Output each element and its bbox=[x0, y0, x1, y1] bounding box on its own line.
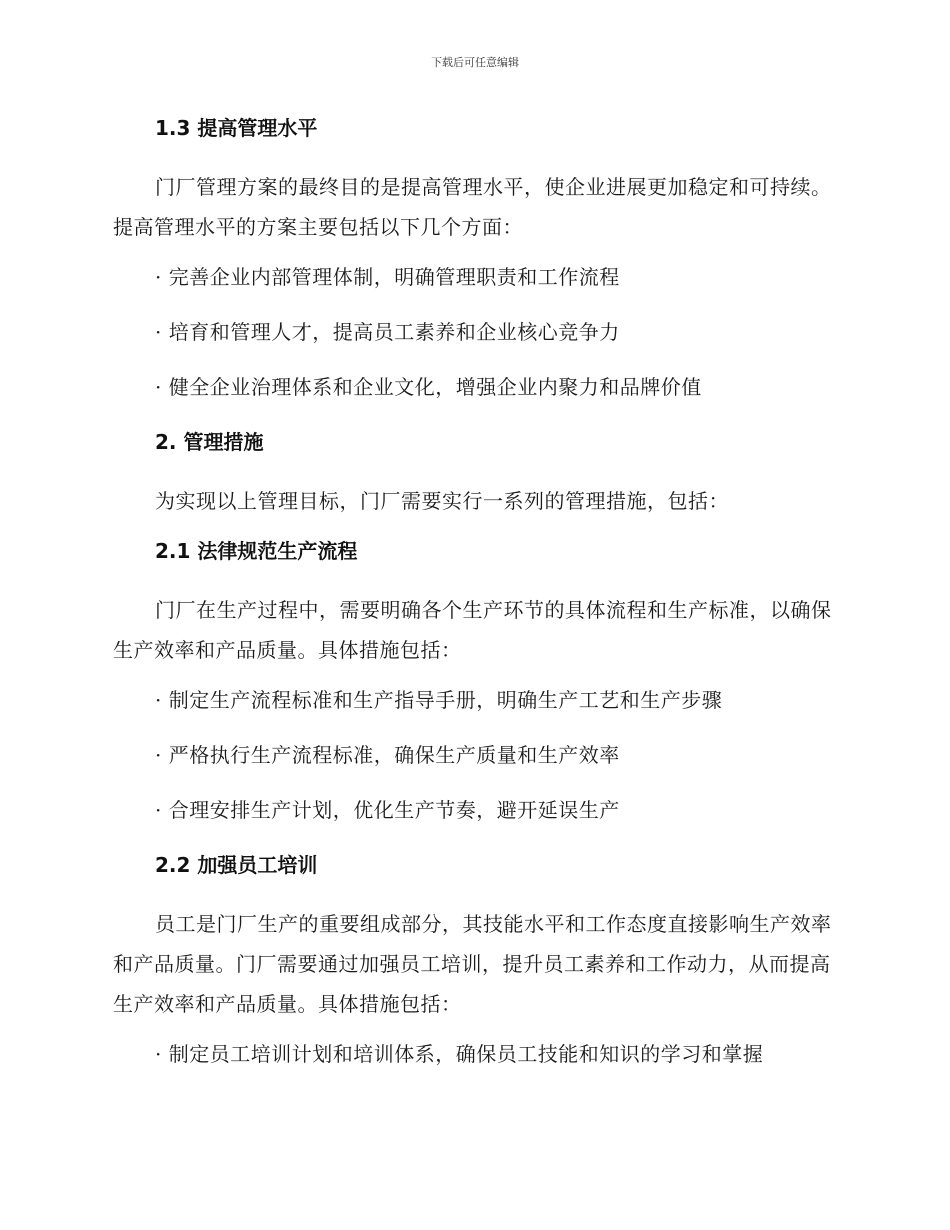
section-heading-2-2: 2.2 加强员工培训 bbox=[155, 853, 318, 877]
bullet-item: · 健全企业治理体系和企业文化，增强企业内聚力和品牌价值 bbox=[155, 375, 702, 399]
bullet-item: · 合理安排生产计划，优化生产节奏，避开延误生产 bbox=[155, 798, 620, 822]
bullet-item: · 严格执行生产流程标准，确保生产质量和生产效率 bbox=[155, 743, 620, 767]
section-paragraph-2-2: 员工是门厂生产的重要组成部分，其技能水平和工作态度直接影响生产效率和产品质量。门厂需要通过加强员工培训，提升员工素养和工作动力，从而提高生产效率和产品质量。具体措施包括： bbox=[113, 912, 832, 1016]
section-heading-1-3: 1.3 提高管理水平 bbox=[155, 116, 318, 140]
page-header: 下载后可任意编辑 bbox=[431, 56, 519, 69]
section-paragraph-2: 为实现以上管理目标，门厂需要实行一系列的管理措施，包括： bbox=[155, 489, 729, 513]
bullet-item: · 培育和管理人才，提高员工素养和企业核心竞争力 bbox=[155, 320, 620, 344]
section-heading-2: 2. 管理措施 bbox=[155, 430, 264, 454]
bullet-item: · 制定员工培训计划和培训体系，确保员工技能和知识的学习和掌握 bbox=[155, 1042, 764, 1066]
bullet-item: · 完善企业内部管理体制，明确管理职责和工作流程 bbox=[155, 265, 620, 289]
section-paragraph-2-1: 门厂在生产过程中，需要明确各个生产环节的具体流程和生产标准，以确保生产效率和产品质量。具体措施包括： bbox=[113, 598, 832, 662]
section-heading-2-1: 2.1 法律规范生产流程 bbox=[155, 539, 358, 563]
document-body bbox=[113, 112, 843, 1093]
section-paragraph-1-3: 门厂管理方案的最终目的是提高管理水平，使企业进展更加稳定和可持续。提高管理水平的方案主要包括以下几个方面： bbox=[113, 175, 832, 239]
bullet-item: · 制定生产流程标准和生产指导手册，明确生产工艺和生产步骤 bbox=[155, 688, 723, 712]
